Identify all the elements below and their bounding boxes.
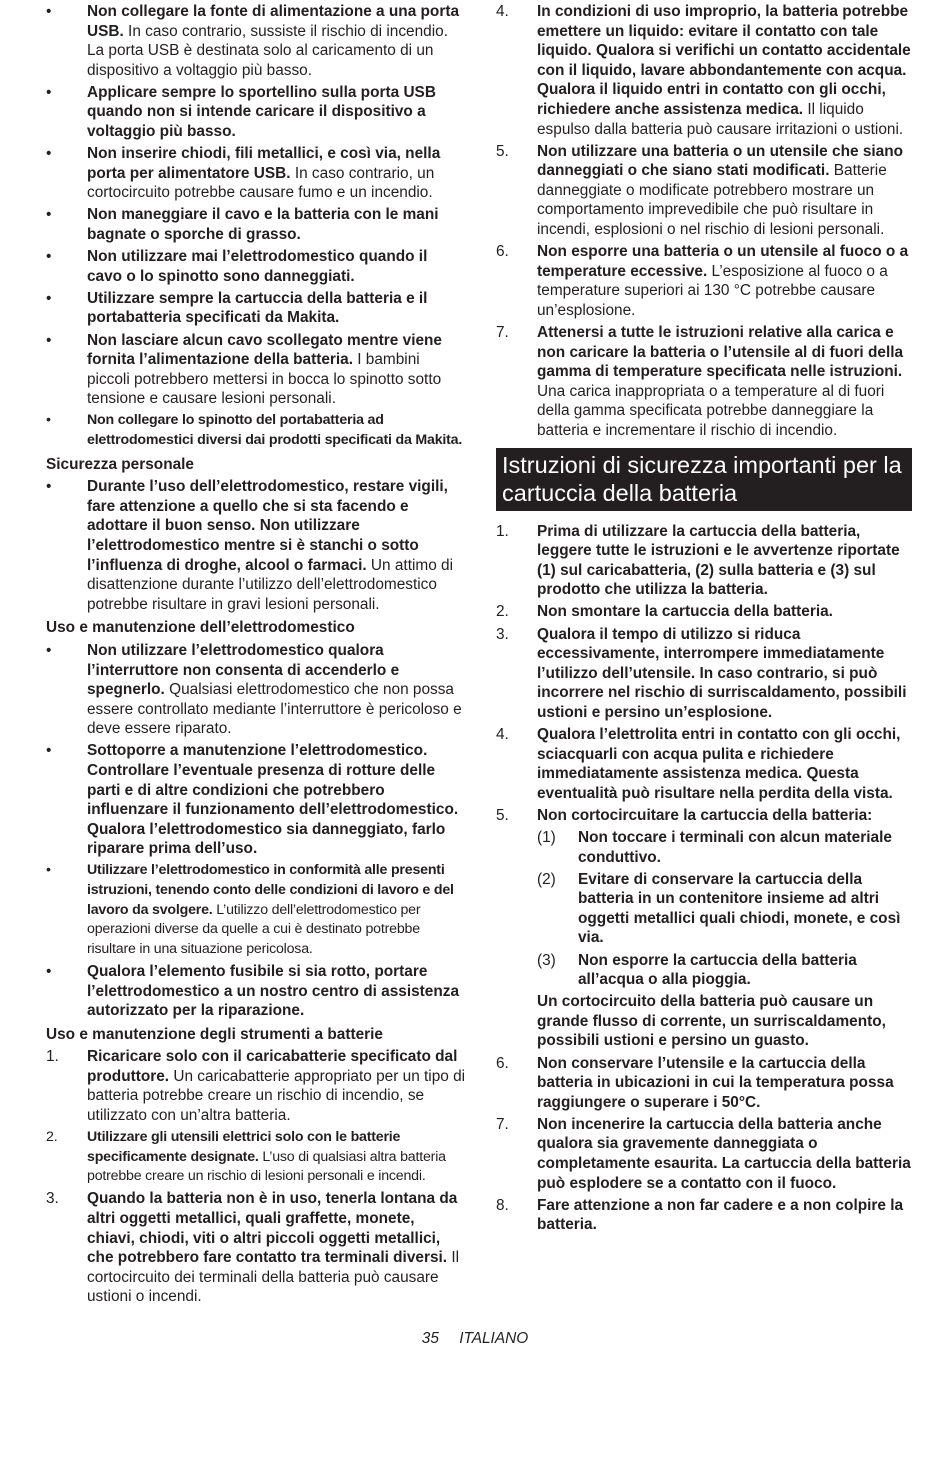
- numbered-item: [537, 828, 912, 867]
- numbered-item: [496, 323, 912, 441]
- item-bold-text: Non utilizzare una batteria o un utensile che siano danneggiati o che siano stati modificati.: [537, 142, 904, 180]
- bullet-icon: •: [46, 206, 52, 224]
- item-normal-text: Un caricabatterie appropriato per un tipo di batteria potrebbe creare un rischio di incendio, se utilizzato con un’altra batteria.: [87, 1067, 466, 1125]
- item-bold-text: Prima di utilizzare la cartuccia della batteria, leggere tutte le istruzioni e le avvertenze riportate (1) sul caricabatteria, (2) sulla batteria e (3) sul prodotto che utilizza la batteria.: [537, 522, 900, 599]
- item-number: 7.: [496, 1115, 509, 1133]
- numbered-list: [496, 522, 912, 826]
- numbered-item: [496, 522, 912, 600]
- numbered-item: [496, 2, 912, 139]
- item-bold-text: Durante l’uso dell’elettrodomestico, restare vigili, fare attenzione a quello che si sta facendo e adottare il buon senso. Non utilizzare l’elettrodomestico mentre si è stanchi o sotto l’influenza di droghe, alcool o farmaci.: [87, 478, 448, 574]
- numbered-item: [496, 725, 912, 803]
- item-bold-text: Non conservare l’utensile e la cartuccia della batteria in ubicazioni in cui la temperatura possa raggiungere o superare i 50°C.: [537, 1054, 894, 1111]
- item-bold-text: Non collegare lo spinotto del portabatteria ad elettrodomestici diversi dai prodotti specificati da Makita.: [87, 412, 463, 448]
- item-number: (2): [537, 870, 556, 888]
- item-bold-text: Sottoporre a manutenzione l’elettrodomestico. Controllare l’eventuale presenza di rotture delle parti e di altre condizioni che potrebbero influenzare il funzionamento dell’elettrodomestico. Qualora l’elettrodomestico sia danneggiato, farlo riparare prima dell’uso.: [87, 742, 459, 858]
- section-heading-battery-tools: Uso e manutenzione degli strumenti a batterie: [46, 1025, 383, 1043]
- item-bold-text: In condizioni di uso improprio, la batteria potrebbe emettere un liquido: evitare il contatto con tale liquido. Qualora si verifichi un contatto accidentale con il liquido, lavare abbondantemente con acqua. Qualora il liquido entri in contatto con gli occhi, richiedere anche assistenza medica.: [537, 3, 911, 118]
- item-normal-text: Batterie danneggiate o modificate potrebbero mostrare un comportamento imprevedibile che può risultare in incendi, esplosioni o nel rischio di lesioni personali.: [537, 162, 887, 239]
- item-number: 5.: [496, 142, 509, 160]
- item-number: 4.: [496, 726, 509, 743]
- right-column: [496, 2, 912, 1237]
- item-bold-text: Applicare sempre lo sportellino sulla porta USB quando non si intende caricare il dispositivo a voltaggio più basso.: [87, 83, 436, 141]
- bullet-list: [46, 2, 466, 451]
- item-normal-text: I bambini piccoli potrebbero mettersi in bocca lo spinotto sotto tensione e causare lesioni personali.: [87, 351, 442, 408]
- bullet-icon: •: [46, 289, 52, 307]
- numbered-item: [496, 1054, 912, 1113]
- page-footer: [0, 1330, 950, 1348]
- item-normal-text: Il cortocircuito dei terminali della batteria può causare ustioni o incendi.: [87, 1249, 460, 1306]
- item-bold-text: Fare attenzione a non far cadere e a non colpire la batteria.: [537, 1196, 904, 1234]
- item-bold-text: Non maneggiare il cavo e la batteria con le mani bagnate o sporche di grasso.: [87, 206, 439, 244]
- bullet-item: [46, 247, 466, 286]
- section-heading-personal-safety: Sicurezza personale: [46, 455, 194, 473]
- bullet-icon: •: [46, 331, 52, 349]
- bullet-list: [46, 477, 466, 614]
- item-bold-text: Non incenerire la cartuccia della batteria anche qualora sia gravemente danneggiata o completamente esaurita. La cartuccia della batteria può esplodere se a contatto con il fuoco.: [537, 1115, 911, 1192]
- numbered-item: [537, 951, 912, 990]
- numbered-item: [496, 142, 912, 240]
- bullet-item: [46, 962, 466, 1021]
- bullet-item: [46, 289, 466, 328]
- bullet-icon: •: [46, 862, 51, 879]
- bullet-icon: •: [46, 742, 52, 760]
- item-bold-text: Qualora il tempo di utilizzo si riduca eccessivamente, interrompere immediatamente l’utilizzo dell’utensile. In caso contrario, si può incorrere nel rischio di surriscaldamento, possibili ustioni e persino un’esplosione.: [537, 625, 907, 721]
- numbered-item: [496, 806, 912, 826]
- item-normal-text: Una carica inappropriata o a temperature al di fuori della gamma specificata potrebbe danneggiare la batteria e incrementare il rischio di incendio.: [537, 382, 885, 439]
- item-bold-text: Non utilizzare l’elettrodomestico qualora l’interruttore non consenta di accenderlo e spegnerlo.: [87, 641, 400, 699]
- item-number: 1.: [46, 1048, 59, 1066]
- item-number: 2.: [496, 603, 509, 621]
- item-number: 7.: [496, 324, 509, 341]
- item-number: (1): [537, 828, 556, 846]
- item-normal-text: Qualsiasi elettrodomestico che non possa essere controllato mediante l’interruttore è pericoloso e deve essere riparato.: [87, 681, 462, 738]
- footer-language: ITALIANO: [459, 1330, 529, 1347]
- bullet-item: [46, 83, 466, 142]
- item-number: 8.: [496, 1196, 509, 1214]
- item-bold-text: Non collegare la fonte di alimentazione a una porta USB.: [87, 3, 460, 40]
- numbered-item: [496, 1115, 912, 1193]
- bullet-item: [46, 861, 466, 959]
- bullet-list: [46, 641, 466, 1021]
- item-number: 6.: [496, 243, 509, 261]
- item-bold-text: Non smontare la cartuccia della batteria.: [537, 603, 833, 621]
- bullet-item: [46, 2, 466, 80]
- bullet-icon: •: [46, 478, 52, 496]
- item-bold-text: Non inserire chiodi, fili metallici, e così via, nella porta per alimentatore USB.: [87, 145, 441, 182]
- numbered-item: [537, 870, 912, 948]
- item-bold-text: Non esporre la cartuccia della batteria all’acqua o alla pioggia.: [578, 951, 857, 989]
- page-number: 35: [421, 1330, 439, 1347]
- numbered-list: [496, 2, 912, 441]
- item-number: 1.: [496, 522, 509, 540]
- item-number: 3.: [496, 625, 509, 643]
- item-continuation: Un cortocircuito della batteria può causare un grande flusso di corrente, un surriscaldamento, possibili ustioni e persino un guasto.: [537, 993, 886, 1050]
- bullet-item: [46, 144, 466, 203]
- bullet-item: [46, 205, 466, 244]
- item-number: 6.: [496, 1054, 509, 1072]
- left-column: [46, 2, 466, 1310]
- bullet-icon: •: [46, 641, 52, 659]
- sub-item-list: [496, 828, 912, 990]
- bullet-icon: •: [46, 145, 52, 163]
- item-normal-text: In caso contrario, un cortocircuito potrebbe causare fumo e un incendio.: [87, 164, 435, 202]
- item-normal-text: L’esposizione al fuoco o a temperature superiori ai 130 °C potrebbe causare un’esplosione.: [537, 262, 888, 319]
- item-bold-text: Quando la batteria non è in uso, tenerla lontana da altri oggetti metallici, quali graffette, monete, chiavi, chiodi, viti o altri piccoli oggetti metallici, che potrebbero fare contatto tra terminali diversi.: [87, 1190, 458, 1267]
- bullet-item: [46, 741, 466, 859]
- item-bold-text: Evitare di conservare la cartuccia della batteria in un contenitore insieme ad altri oggetti metallici quali chiodi, monete, e così via.: [578, 870, 901, 947]
- item-number: (3): [537, 951, 556, 969]
- item-number: 4.: [496, 3, 509, 20]
- bullet-icon: •: [46, 412, 51, 429]
- bullet-item: [46, 331, 466, 409]
- item-bold-text: Utilizzare sempre la cartuccia della batteria e il portabatteria specificati da Makita.: [87, 289, 428, 327]
- bullet-item: [46, 641, 466, 739]
- item-normal-text: Un attimo di disattenzione durante l’utilizzo dell’elettrodomestico potrebbe risultare in gravi lesioni personali.: [87, 556, 454, 613]
- bullet-item: [46, 477, 466, 614]
- item-bold-text: Ricaricare solo con il caricabatterie specificato dal produttore.: [87, 1048, 458, 1085]
- item-number: 2.: [46, 1129, 58, 1146]
- numbered-item: [496, 242, 912, 320]
- item-bold-text: Attenersi a tutte le istruzioni relative alla carica e non caricare la batteria o l’utensile al di fuori della gamma di temperature specificata nelle istruzioni.: [537, 324, 904, 381]
- item-number: 3.: [46, 1190, 59, 1208]
- item-normal-text: Il liquido espulso dalla batteria può causare irritazioni o ustioni.: [537, 100, 904, 138]
- section-heading-appliance-use: Uso e manutenzione dell’elettrodomestico: [46, 619, 355, 637]
- item-bold-text: Non lasciare alcun cavo scollegato mentre viene fornita l’alimentazione della batteria.: [87, 331, 442, 369]
- numbered-list: [496, 1054, 912, 1235]
- numbered-list: [46, 1047, 466, 1307]
- bullet-icon: •: [46, 962, 52, 980]
- item-number: 5.: [496, 806, 509, 824]
- item-normal-text: In caso contrario, sussiste il rischio di incendio. La porta USB è destinata solo al caricamento di un dispositivo a voltaggio più basso.: [87, 22, 448, 79]
- numbered-item: [46, 1047, 466, 1125]
- item-normal-text: L’utilizzo dell’elettrodomestico per operazioni diverse da quelle a cui è destinato potrebbe risultare in una situazione pericolosa.: [87, 901, 421, 957]
- item-bold-text: Non toccare i terminali con alcun materiale conduttivo.: [578, 828, 892, 866]
- item-bold-text: Qualora l’elettrolita entri in contatto con gli occhi, sciacquarli con acqua pulita e richiedere immediatamente assistenza medica. Questa eventualità può risultare nella perdita della vista.: [537, 726, 901, 802]
- numbered-item: [46, 1189, 466, 1307]
- item-normal-text: L’uso di qualsiasi altra batteria potrebbe creare un rischio di lesioni personali e incendi.: [87, 1148, 446, 1185]
- numbered-item: [496, 602, 912, 622]
- item-bold-text: Utilizzare gli utensili elettrici solo con le batterie specificamente designate.: [87, 1129, 401, 1165]
- item-bold-text: Qualora l’elemento fusibile si sia rotto, portare l’elettrodomestico a un nostro centro di assistenza autorizzato per la riparazione.: [87, 962, 460, 1020]
- item-bold-text: Non esporre una batteria o un utensile al fuoco o a temperature eccessive.: [537, 243, 909, 280]
- numbered-item: [496, 625, 912, 723]
- item-bold-text: Non cortocircuitare la cartuccia della batteria:: [537, 806, 873, 824]
- bullet-icon: •: [46, 3, 52, 20]
- bullet-icon: •: [46, 248, 52, 266]
- item-bold-text: Utilizzare l’elettrodomestico in conformità alle presenti istruzioni, tenendo conto delle condizioni di lavoro e del lavoro da svolgere.: [87, 862, 454, 918]
- bullet-item: [46, 411, 466, 450]
- section-banner: Istruzioni di sicurezza importanti per la cartuccia della batteria: [496, 448, 912, 511]
- item-bold-text: Non utilizzare mai l’elettrodomestico quando il cavo o lo spinotto sono danneggiati.: [87, 248, 428, 285]
- numbered-item: [46, 1128, 466, 1187]
- numbered-item: [496, 1196, 912, 1235]
- bullet-icon: •: [46, 83, 52, 101]
